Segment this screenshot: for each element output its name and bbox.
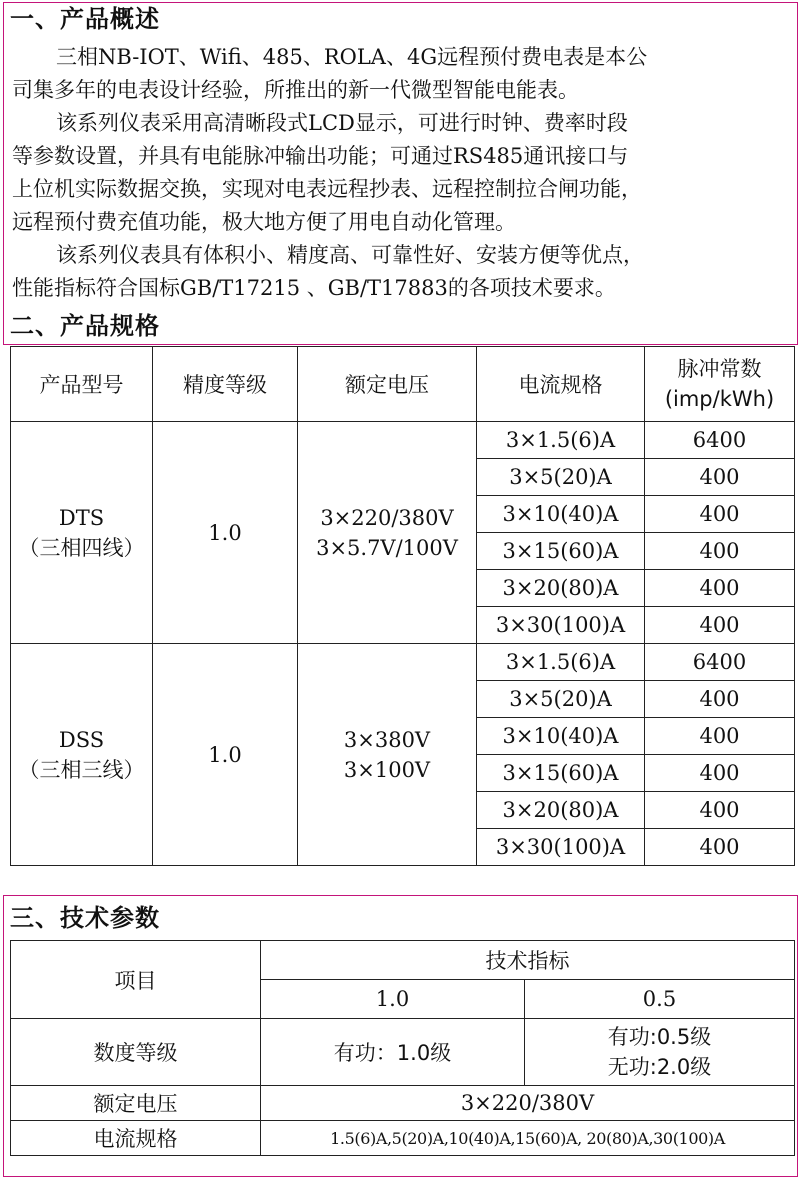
voltage-line: 3×100V (343, 757, 431, 782)
voltage-line: 3×380V (343, 727, 431, 752)
current-cell: 3×15(60)A (477, 755, 645, 792)
pulse-cell: 400 (645, 533, 795, 570)
class-a-header: 1.0 (261, 980, 525, 1019)
accuracy-cell: 1.0 (153, 644, 298, 866)
text-line: 司集多年的电表设计经验，所推出的新一代微型智能电能表。 (12, 78, 579, 102)
table-row (11, 941, 795, 980)
accuracy-active: 有功:0.5级 (607, 1025, 712, 1049)
voltage-line: 3×5.7V/100V (316, 535, 458, 560)
current-label: 电流规格 (11, 1121, 261, 1156)
accuracy-reactive: 无功:2.0级 (607, 1055, 712, 1079)
pulse-cell: 400 (645, 607, 795, 644)
index-header: 技术指标 (261, 941, 795, 980)
voltage-label: 额定电压 (11, 1086, 261, 1121)
accuracy-class-a: 有功：1.0级 (261, 1019, 525, 1086)
voltage-value: 3×220/380V (261, 1086, 795, 1121)
text-line: 远程预付费充值功能，极大地方便了用电自动化管理。 (12, 210, 516, 234)
current-value: 1.5(6)A,5(20)A,10(40)A,15(60)A, 20(80)A,30(100)A (261, 1121, 795, 1156)
overview-paragraph-1 (12, 41, 790, 107)
accuracy-cell: 1.0 (153, 422, 298, 644)
overview-paragraph-3 (12, 239, 790, 305)
section2-title: 二、产品规格 (10, 312, 160, 340)
current-cell: 3×10(40)A (477, 718, 645, 755)
text-line: 等参数设置，并具有电能脉冲输出功能；可通过RS485通讯接口与 (12, 144, 629, 168)
section3-title: 三、技术参数 (10, 904, 160, 932)
header-pulse (645, 347, 795, 422)
voltage-cell (298, 422, 477, 644)
table-row (11, 422, 795, 459)
current-cell: 3×30(100)A (477, 607, 645, 644)
class-b-header: 0.5 (525, 980, 795, 1019)
model-name: DSS (58, 727, 105, 752)
header-accuracy: 精度等级 (153, 347, 298, 422)
table-row (11, 644, 795, 681)
header-model: 产品型号 (11, 347, 153, 422)
model-subtitle: （三相四线） (18, 535, 145, 560)
pulse-cell: 400 (645, 570, 795, 607)
header-voltage: 额定电压 (298, 347, 477, 422)
pulse-cell: 400 (645, 718, 795, 755)
table-row (11, 1019, 795, 1086)
table-row (11, 1121, 795, 1156)
model-subtitle: （三相三线） (18, 757, 145, 782)
current-cell: 3×10(40)A (477, 496, 645, 533)
model-name: DTS (58, 505, 105, 530)
text-line: 三相NB-IOT、Wifi、485、ROLA、4G远程预付费电表是本公 (56, 45, 648, 69)
pulse-cell: 400 (645, 792, 795, 829)
text-line: 性能指标符合国标GB/T17215 、GB/T17883的各项技术要求。 (12, 276, 616, 300)
table-row (11, 1086, 795, 1121)
header-pulse-label: 脉冲常数 (677, 357, 762, 381)
current-cell: 3×1.5(6)A (477, 422, 645, 459)
accuracy-label: 数度等级 (11, 1019, 261, 1086)
text-line: 上位机实际数据交换，实现对电表远程抄表、远程控制拉合闸功能， (12, 177, 642, 201)
spec-table (10, 346, 795, 866)
pulse-cell: 400 (645, 755, 795, 792)
pulse-cell: 400 (645, 496, 795, 533)
model-cell-dss (11, 644, 153, 866)
pulse-cell: 400 (645, 459, 795, 496)
pulse-cell: 6400 (645, 644, 795, 681)
current-cell: 3×5(20)A (477, 681, 645, 718)
tech-params-table (10, 940, 795, 1156)
pulse-cell: 400 (645, 829, 795, 866)
spec-header-row (11, 347, 795, 422)
overview-paragraph-2 (12, 107, 790, 239)
current-cell: 3×30(100)A (477, 829, 645, 866)
voltage-cell (298, 644, 477, 866)
model-cell-dts (11, 422, 153, 644)
pulse-cell: 6400 (645, 422, 795, 459)
current-cell: 3×20(80)A (477, 792, 645, 829)
accuracy-class-b (525, 1019, 795, 1086)
item-header: 项目 (11, 941, 261, 1019)
header-pulse-unit: (imp/kWh) (664, 387, 775, 411)
text-line: 该系列仪表具有体积小、精度高、可靠性好、安装方便等优点， (56, 243, 644, 267)
header-current: 电流规格 (477, 347, 645, 422)
text-line: 该系列仪表采用高清晰段式LCD显示，可进行时钟、费率时段 (56, 111, 628, 135)
voltage-line: 3×220/380V (320, 505, 454, 530)
current-cell: 3×15(60)A (477, 533, 645, 570)
pulse-cell: 400 (645, 681, 795, 718)
section1-title: 一、产品概述 (10, 5, 160, 33)
current-cell: 3×5(20)A (477, 459, 645, 496)
current-cell: 3×20(80)A (477, 570, 645, 607)
current-cell: 3×1.5(6)A (477, 644, 645, 681)
